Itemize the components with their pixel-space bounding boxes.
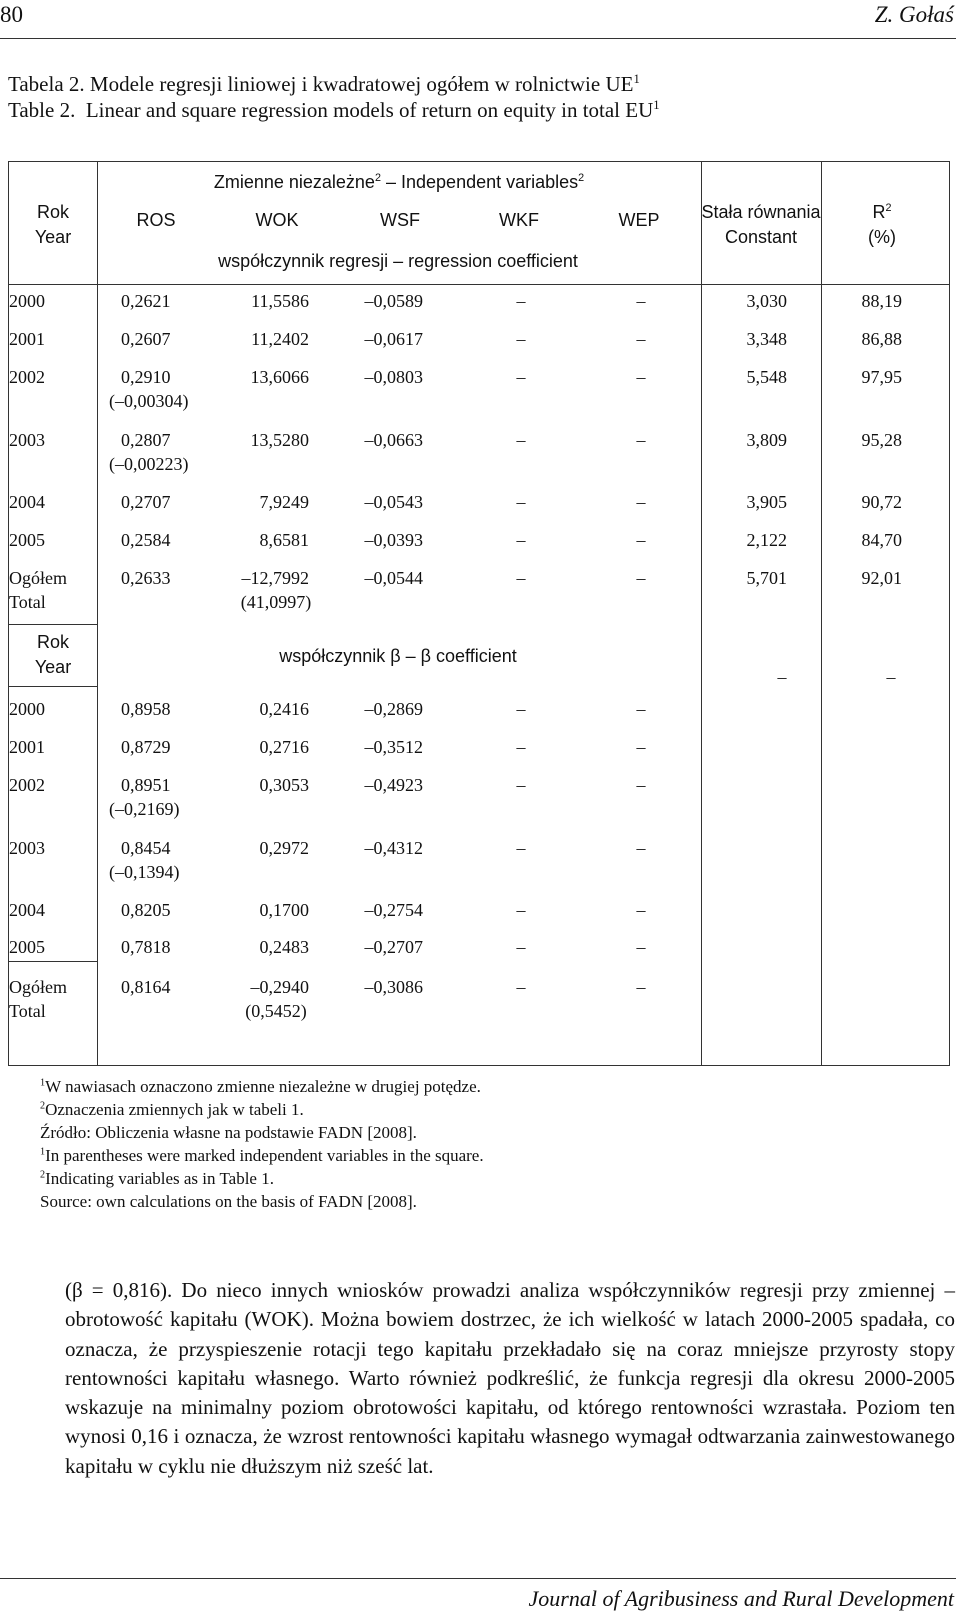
beta-r2-dash: – bbox=[886, 667, 896, 687]
var-header-wkf: WKF bbox=[499, 210, 539, 230]
table-notes bbox=[40, 1075, 484, 1213]
table-divider bbox=[9, 624, 97, 625]
body-paragraph: (β = 0,816). Do nieco innych wniosków prowadzi analiza współczynników regresji przy zmiennej – obrotowość kapitału (WOK). Można bowiem dostrzec, że ich wielkość w latach 2000-2005 spadała, co oznacza, że przyspieszenie rotacji tego kapitału przekładało się na coraz mniejsze przyrosty stopy rentowności kapitału własnego. Warto również podkreślić, że funkcja regresji dla okresu 2000-2005 wskazuje na minimalny poziom obrotowości kapitału, od którego rentowności wzrastała. Poziom ten wynosi 0,16 i oznacza, że wzrost rentowności kapitału własnego wymagał odtwarzania zainwestowanego kapitału w cyklu nie dłuższym niż sześć lat. bbox=[65, 1278, 955, 1478]
caption-pl-sup: 1 bbox=[633, 72, 640, 86]
table-divider bbox=[97, 162, 98, 1065]
caption-en bbox=[8, 98, 660, 123]
caption-pl bbox=[8, 72, 640, 97]
r2-header: $R^2$ (%) bbox=[868, 202, 896, 247]
caption-pl-label: Tabela 2. bbox=[8, 72, 85, 96]
caption-pl-text: Modele regresji liniowej i kwadratowej ogółem w rolnictwie UE bbox=[89, 72, 634, 96]
note-line: Source: own calculations on the basis of FADN [2008]. bbox=[40, 1192, 417, 1211]
table-divider bbox=[9, 961, 97, 962]
caption-en-sup: 1 bbox=[653, 98, 660, 112]
page-number: 80 bbox=[0, 2, 23, 27]
var-header-wok: WOK bbox=[255, 210, 299, 230]
header-rule bbox=[0, 38, 956, 39]
caption-en-label: Table 2. bbox=[8, 98, 76, 122]
var-header-wsf: WSF bbox=[380, 210, 420, 230]
running-head-author: Z. Gołaś bbox=[874, 2, 954, 27]
beta-coefficient-header: współczynnik β – β coefficient bbox=[279, 646, 517, 666]
regression-coefficient-header: współczynnik regresji – regression coefficient bbox=[218, 251, 578, 271]
journal-footer: Journal of Agribusiness and Rural Development bbox=[528, 1586, 954, 1611]
note-line: $^1$W nawiasach oznaczono zmienne niezależne w drugiej potędze. bbox=[40, 1077, 481, 1096]
beta-year-header: Rok Year bbox=[34, 632, 72, 677]
regression-table: Rok Year Zmienne niezależne$^2$ – Independent variables$^2$ ROS WOK WSF WKF WEP współczynnik regresji – regression coefficient Stała równania Constant $R^2$ (%) 2000 0,2621 11,5586 –0,0589 – – 3,030 88,19 2001 0,2607 11,2402 –0,0617 – – 3,348 86,88 2002 0,2910 (–0,00304) 13,6066 –0,0803 – – 5,548 97,95 2003 0,2807 (–0,00223) 13,5280 –0,0663 – – 3,809 95,28 2004 0,2707 7,9249 –0,0543 – – 3,905 90,72 2005 0,2584 8,6581 –0,0393 – – 2,122 84,70 Ogółem Total 0,2633 –12,7992 (41,0997) –0,0544 – – 5,701 92,01 Rok Year współczynnik β – β coefficient – – 2000 0,8958 0,2416 –0,2869 – – 2001 0,8729 0,2716 –0,3512 – – 2002 0,8951 (–0,2169) 0,3053 –0,4923 – – 2003 0,8454 (–0,1394) 0,2972 –0,4312 – – 2004 0,8205 0,1700 –0,2754 – – 2005 0,7818 0,2483 –0,2707 – – Ogółem Total 0,8164 –0,2940 (0,5452) –0,3086 – – bbox=[8, 161, 950, 1066]
var-header-ros: ROS bbox=[136, 210, 176, 230]
beta-constant-dash: – bbox=[777, 667, 787, 687]
table-divider bbox=[701, 162, 702, 1065]
constant-header: Stała równania Constant bbox=[701, 202, 821, 247]
note-line: $^2$Indicating variables as in Table 1. bbox=[40, 1169, 274, 1188]
note-line: Źródło: Obliczenia własne na podstawie FADN [2008]. bbox=[40, 1123, 417, 1142]
independent-variables-header: Zmienne niezależne$^2$ – Independent variables$^2$ bbox=[213, 172, 585, 192]
table-divider bbox=[9, 284, 949, 285]
note-line: $^1$In parentheses were marked independent variables in the square. bbox=[40, 1146, 484, 1165]
footer-rule bbox=[0, 1578, 956, 1579]
year-header: Rok Year bbox=[34, 202, 72, 247]
var-header-wep: WEP bbox=[618, 210, 660, 230]
table-divider bbox=[9, 686, 97, 687]
note-line: $^2$Oznaczenia zmiennych jak w tabeli 1. bbox=[40, 1100, 304, 1119]
caption-en-text: Linear and square regression models of return on equity in total EU bbox=[85, 98, 654, 122]
table-divider bbox=[821, 162, 822, 1065]
